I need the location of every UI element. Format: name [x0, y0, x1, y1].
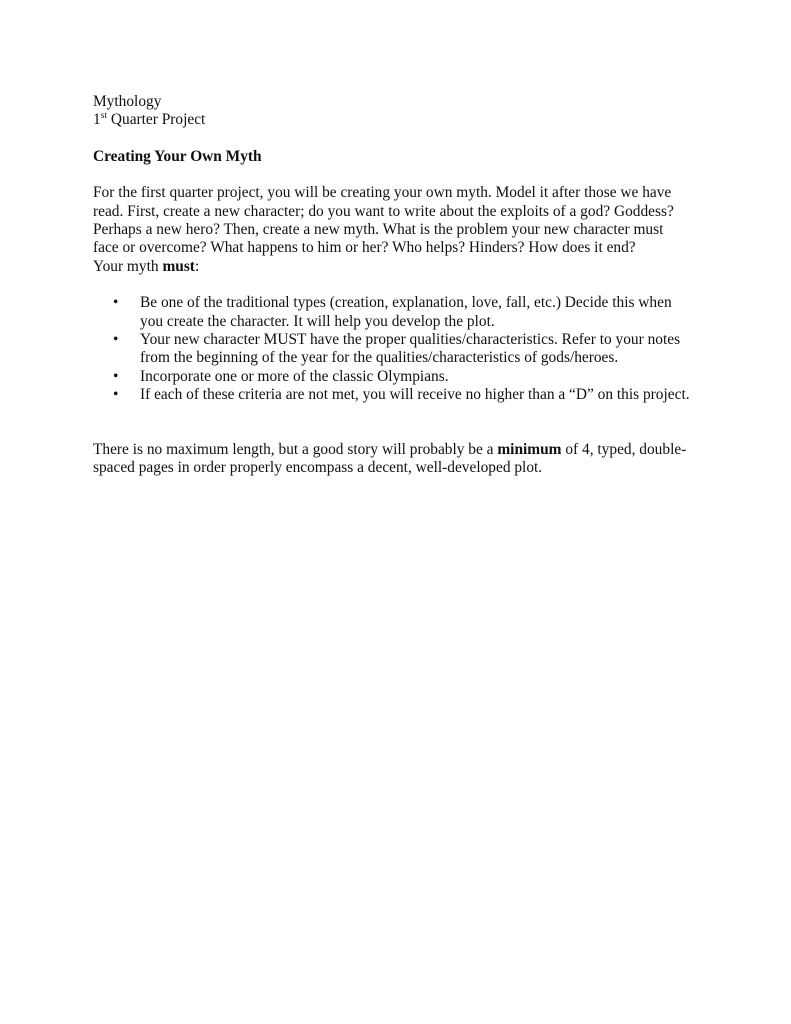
bullet-icon: •: [113, 367, 119, 385]
intro-last-prefix: Your myth: [93, 257, 163, 275]
intro-line: face or overcome? What happens to him or her? Who helps? Hinders? How does it end?: [93, 239, 636, 257]
closing-emphasis-minimum: minimum: [497, 440, 562, 458]
bullet-icon: •: [113, 386, 119, 404]
project-quarter: [93, 111, 703, 129]
requirement-line: you create the character. It will help you develop the plot.: [140, 312, 495, 330]
course-name: Mythology: [93, 93, 162, 110]
intro-line: Perhaps a new hero? Then, create a new myth. What is the problem your new character must: [93, 221, 664, 239]
closing-paragraph: [93, 441, 703, 478]
quarter-number: 1: [93, 111, 101, 129]
requirement-item: [93, 294, 703, 331]
bullet-icon: •: [113, 331, 119, 349]
closing-suffix: of 4, typed, double-: [561, 440, 687, 458]
document-header: [93, 93, 703, 130]
requirement-item: [93, 331, 703, 368]
requirements-list: [93, 294, 703, 404]
closing-line: [93, 441, 703, 459]
document-body: [93, 93, 703, 478]
intro-line-last: [93, 258, 703, 276]
intro-line: read. First, create a new character; do you want to write about the exploits of a god? Goddess?: [93, 202, 674, 220]
intro-paragraph: [93, 184, 703, 276]
quarter-ordinal-suffix: st: [100, 111, 108, 122]
bullet-icon: •: [113, 294, 119, 312]
closing-line: spaced pages in order properly encompass a decent, well-developed plot.: [93, 459, 543, 477]
requirement-line: from the beginning of the year for the qualities/characteristics of gods/heroes.: [140, 349, 619, 367]
requirement-item: [93, 386, 703, 404]
requirement-line: Incorporate one or more of the classic Olympians.: [140, 367, 449, 385]
requirement-line: If each of these criteria are not met, you will receive no higher than a “D” on this project.: [140, 386, 690, 404]
quarter-label: Quarter Project: [107, 111, 206, 129]
requirement-item: [93, 368, 703, 386]
intro-line: For the first quarter project, you will be creating your own myth. Model it after those we have: [93, 184, 672, 202]
requirement-line: Your new character MUST have the proper qualities/characteristics. Refer to your notes: [140, 331, 681, 349]
requirement-line: Be one of the traditional types (creation, explanation, love, fall, etc.) Decide this when: [140, 294, 672, 312]
closing-prefix: There is no maximum length, but a good story will probably be a: [93, 440, 498, 458]
intro-last-suffix: :: [194, 257, 200, 275]
intro-emphasis-must: must: [162, 257, 195, 275]
document-title: Creating Your Own Myth: [93, 147, 262, 165]
